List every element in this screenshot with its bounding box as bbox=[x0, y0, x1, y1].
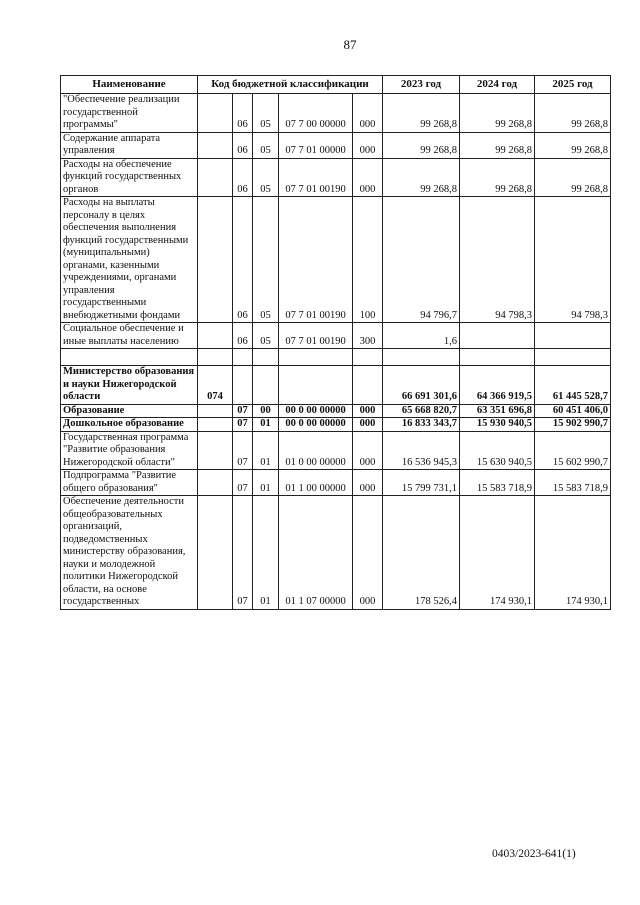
row-amount-2023: 99 268,8 bbox=[383, 158, 460, 197]
table-row bbox=[61, 323, 611, 349]
row-amount-2024: 15 583 718,9 bbox=[460, 470, 535, 496]
row-target-code: 01 1 00 00000 bbox=[279, 470, 353, 496]
row-expense-type-code bbox=[353, 349, 383, 366]
header-2023: 2023 год bbox=[383, 76, 460, 94]
table-row bbox=[61, 158, 611, 197]
row-expense-type-code: 000 bbox=[353, 404, 383, 418]
row-ministry-code bbox=[198, 94, 233, 133]
row-section-code bbox=[233, 349, 253, 366]
table-body bbox=[61, 94, 611, 610]
table-header-row bbox=[61, 76, 611, 94]
row-amount-2023 bbox=[383, 349, 460, 366]
row-subsection-code bbox=[253, 366, 279, 405]
row-subsection-code: 01 bbox=[253, 496, 279, 610]
page-number: 87 bbox=[343, 37, 357, 52]
row-expense-type-code: 000 bbox=[353, 158, 383, 197]
row-amount-2023: 94 796,7 bbox=[383, 197, 460, 323]
row-ministry-code bbox=[198, 496, 233, 610]
row-name: Расходы на обеспечение функций государственных органов bbox=[61, 158, 198, 197]
row-subsection-code: 05 bbox=[253, 197, 279, 323]
row-expense-type-code: 000 bbox=[353, 496, 383, 610]
row-section-code: 06 bbox=[233, 197, 253, 323]
row-subsection-code: 05 bbox=[253, 158, 279, 197]
row-amount-2023: 66 691 301,6 bbox=[383, 366, 460, 405]
row-name bbox=[61, 349, 198, 366]
row-ministry-code bbox=[198, 349, 233, 366]
row-amount-2025 bbox=[535, 349, 611, 366]
row-target-code: 07 7 00 00000 bbox=[279, 94, 353, 133]
row-subsection-code: 05 bbox=[253, 132, 279, 158]
row-expense-type-code: 000 bbox=[353, 470, 383, 496]
row-amount-2023: 65 668 820,7 bbox=[383, 404, 460, 418]
row-name: Дошкольное образование bbox=[61, 418, 198, 432]
row-amount-2025: 99 268,8 bbox=[535, 94, 611, 133]
row-name: Министерство образования и науки Нижегородской области bbox=[61, 366, 198, 405]
row-amount-2025: 61 445 528,7 bbox=[535, 366, 611, 405]
row-amount-2024: 99 268,8 bbox=[460, 94, 535, 133]
row-subsection-code: 01 bbox=[253, 431, 279, 470]
row-target-code: 00 0 00 00000 bbox=[279, 404, 353, 418]
row-section-code bbox=[233, 366, 253, 405]
table-row bbox=[61, 431, 611, 470]
row-ministry-code bbox=[198, 158, 233, 197]
row-ministry-code bbox=[198, 470, 233, 496]
row-expense-type-code: 000 bbox=[353, 94, 383, 133]
row-subsection-code: 01 bbox=[253, 418, 279, 432]
row-amount-2025 bbox=[535, 323, 611, 349]
row-amount-2025: 99 268,8 bbox=[535, 158, 611, 197]
row-subsection-code: 05 bbox=[253, 94, 279, 133]
table-row bbox=[61, 496, 611, 610]
row-ministry-code bbox=[198, 323, 233, 349]
row-section-code: 06 bbox=[233, 323, 253, 349]
row-subsection-code bbox=[253, 349, 279, 366]
row-subsection-code: 05 bbox=[253, 323, 279, 349]
row-expense-type-code bbox=[353, 366, 383, 405]
row-expense-type-code: 000 bbox=[353, 132, 383, 158]
row-name: Обеспечение деятельности общеобразовательных организаций, подведомственных министерству образования, науки и молодежной политики Нижегородской области, на основе государственных bbox=[61, 496, 198, 610]
row-amount-2024: 94 798,3 bbox=[460, 197, 535, 323]
row-ministry-code: 074 bbox=[198, 366, 233, 405]
row-name: Социальное обеспечение и иные выплаты населению bbox=[61, 323, 198, 349]
row-expense-type-code: 100 bbox=[353, 197, 383, 323]
row-target-code: 07 7 01 00190 bbox=[279, 197, 353, 323]
header-name: Наименование bbox=[61, 76, 198, 94]
row-amount-2024: 63 351 696,8 bbox=[460, 404, 535, 418]
row-amount-2025: 94 798,3 bbox=[535, 197, 611, 323]
table-row bbox=[61, 94, 611, 133]
row-expense-type-code: 300 bbox=[353, 323, 383, 349]
table-row bbox=[61, 197, 611, 323]
table-row bbox=[61, 470, 611, 496]
row-section-code: 07 bbox=[233, 431, 253, 470]
table-row bbox=[61, 418, 611, 432]
budget-table bbox=[60, 75, 611, 610]
row-name: Подпрограмма "Развитие общего образования" bbox=[61, 470, 198, 496]
row-expense-type-code: 000 bbox=[353, 418, 383, 432]
row-amount-2024: 99 268,8 bbox=[460, 132, 535, 158]
row-amount-2023: 15 799 731,1 bbox=[383, 470, 460, 496]
row-subsection-code: 01 bbox=[253, 470, 279, 496]
row-amount-2023: 16 833 343,7 bbox=[383, 418, 460, 432]
row-name: "Обеспечение реализации государственной программы" bbox=[61, 94, 198, 133]
row-target-code bbox=[279, 366, 353, 405]
row-expense-type-code: 000 bbox=[353, 431, 383, 470]
row-section-code: 07 bbox=[233, 470, 253, 496]
row-section-code: 06 bbox=[233, 132, 253, 158]
row-amount-2025: 15 602 990,7 bbox=[535, 431, 611, 470]
row-ministry-code bbox=[198, 431, 233, 470]
row-section-code: 07 bbox=[233, 404, 253, 418]
document-code: 0403/2023-641(1) bbox=[492, 848, 576, 860]
row-section-code: 07 bbox=[233, 418, 253, 432]
row-name: Расходы на выплаты персоналу в целях обеспечения выполнения функций государственными (муниципальными) органами, казенными учреждениями, органами управления государственными внебюджетными фондами bbox=[61, 197, 198, 323]
header-2025: 2025 год bbox=[535, 76, 611, 94]
row-target-code: 01 1 07 00000 bbox=[279, 496, 353, 610]
row-ministry-code bbox=[198, 404, 233, 418]
row-amount-2024: 15 930 940,5 bbox=[460, 418, 535, 432]
row-amount-2023: 99 268,8 bbox=[383, 132, 460, 158]
row-target-code: 07 7 01 00000 bbox=[279, 132, 353, 158]
row-ministry-code bbox=[198, 418, 233, 432]
row-amount-2023: 16 536 945,3 bbox=[383, 431, 460, 470]
row-amount-2023: 1,6 bbox=[383, 323, 460, 349]
row-target-code: 07 7 01 00190 bbox=[279, 158, 353, 197]
row-section-code: 06 bbox=[233, 94, 253, 133]
row-amount-2024: 99 268,8 bbox=[460, 158, 535, 197]
table-row bbox=[61, 132, 611, 158]
row-ministry-code bbox=[198, 197, 233, 323]
row-name: Государственная программа "Развитие образования Нижегородской области" bbox=[61, 431, 198, 470]
table-row bbox=[61, 366, 611, 405]
row-name: Содержание аппарата управления bbox=[61, 132, 198, 158]
row-amount-2025: 174 930,1 bbox=[535, 496, 611, 610]
row-section-code: 06 bbox=[233, 158, 253, 197]
row-amount-2024: 15 630 940,5 bbox=[460, 431, 535, 470]
row-target-code: 00 0 00 00000 bbox=[279, 418, 353, 432]
row-amount-2025: 15 902 990,7 bbox=[535, 418, 611, 432]
table-row bbox=[61, 349, 611, 366]
row-target-code bbox=[279, 349, 353, 366]
row-amount-2025: 15 583 718,9 bbox=[535, 470, 611, 496]
row-amount-2024: 64 366 919,5 bbox=[460, 366, 535, 405]
row-amount-2024 bbox=[460, 349, 535, 366]
row-ministry-code bbox=[198, 132, 233, 158]
header-code: Код бюджетной классификации bbox=[198, 76, 383, 94]
row-amount-2024: 174 930,1 bbox=[460, 496, 535, 610]
row-name: Образование bbox=[61, 404, 198, 418]
row-amount-2024 bbox=[460, 323, 535, 349]
row-section-code: 07 bbox=[233, 496, 253, 610]
row-amount-2025: 99 268,8 bbox=[535, 132, 611, 158]
row-amount-2023: 178 526,4 bbox=[383, 496, 460, 610]
row-target-code: 01 0 00 00000 bbox=[279, 431, 353, 470]
row-subsection-code: 00 bbox=[253, 404, 279, 418]
table-row bbox=[61, 404, 611, 418]
header-2024: 2024 год bbox=[460, 76, 535, 94]
row-amount-2023: 99 268,8 bbox=[383, 94, 460, 133]
row-amount-2025: 60 451 406,0 bbox=[535, 404, 611, 418]
row-target-code: 07 7 01 00190 bbox=[279, 323, 353, 349]
